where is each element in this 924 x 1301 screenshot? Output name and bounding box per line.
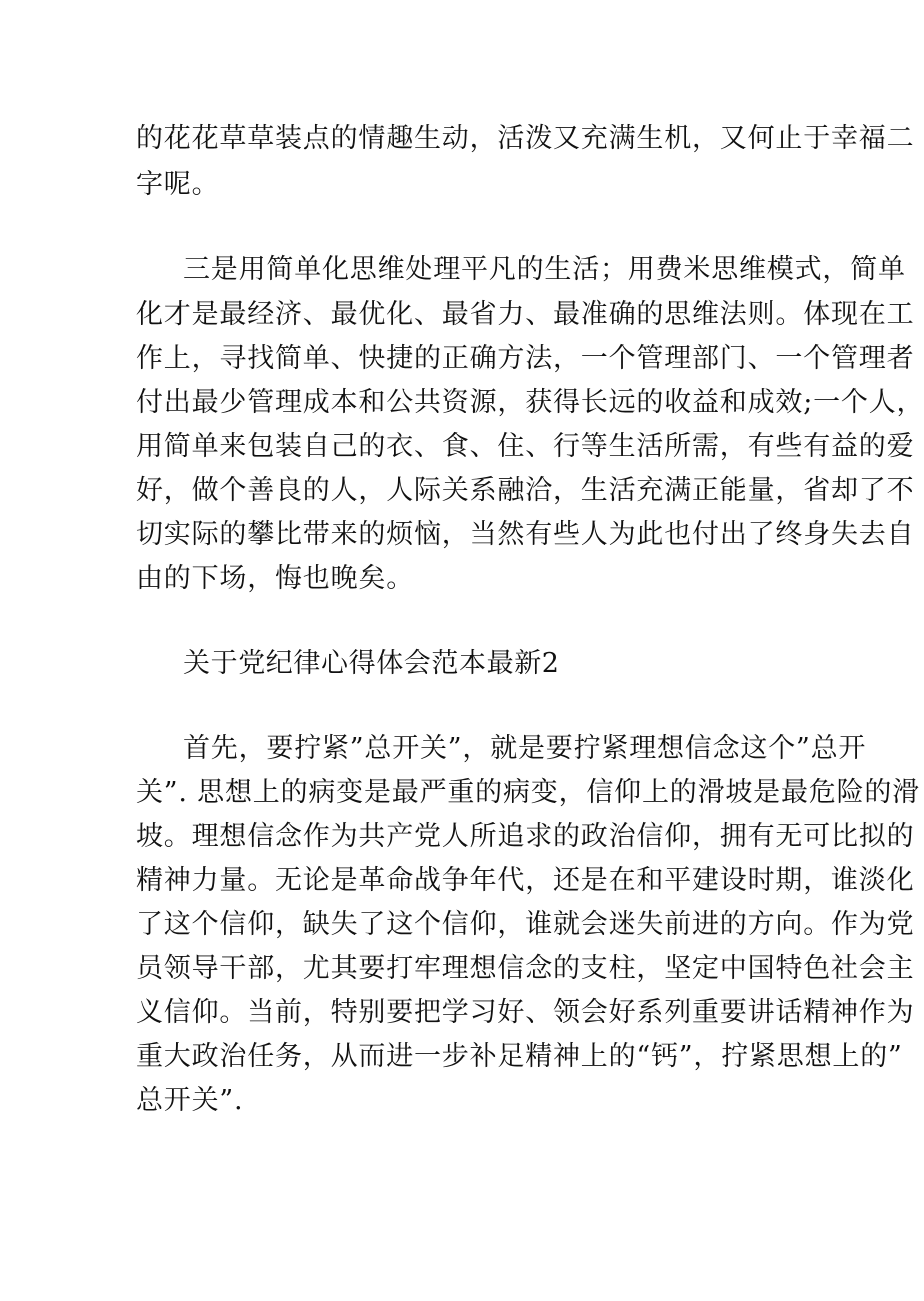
paragraph-3-line-4: 精神力量。无论是革命战争年代，还是在和平建设时期，谁淡化 — [136, 865, 915, 896]
paragraph-1-line-1: 的花花草草装点的情趣生动，活泼又充满生机，又何止于幸福二 — [136, 123, 915, 154]
paragraph-3-line-9: 总开关”. — [136, 1085, 244, 1116]
paragraph-3-line-2: 关”. 思想上的病变是最严重的病变，信仰上的滑坡是最危险的滑 — [136, 777, 920, 808]
paragraph-3-line-5: 了这个信仰，缺失了这个信仰，谁就会迷失前进的方向。作为党 — [136, 909, 915, 940]
section-heading: 关于党纪律心得体会范本最新2 — [183, 648, 560, 679]
paragraph-2-line-6: 好，做个善良的人，人际关系融洽，生活充满正能量，省却了不 — [136, 475, 915, 506]
paragraph-2-line-4: 付出最少管理成本和公共资源，获得长远的收益和成效;一个人， — [136, 387, 924, 418]
paragraph-2-line-8: 由的下场，悔也晚矣。 — [136, 563, 414, 594]
paragraph-2-line-5: 用简单来包装自己的衣、食、住、行等生活所需，有些有益的爱 — [136, 431, 915, 462]
paragraph-3-line-6: 员领导干部，尤其要打牢理想信念的支柱，坚定中国特色社会主 — [136, 953, 915, 984]
paragraph-2-line-2: 化才是最经济、最优化、最省力、最准确的思维法则。体现在工 — [136, 299, 915, 330]
paragraph-3-line-3: 坡。理想信念作为共产党人所追求的政治信仰，拥有无可比拟的 — [136, 821, 915, 852]
paragraph-2-line-7: 切实际的攀比带来的烦恼，当然有些人为此也付出了终身失去自 — [136, 519, 915, 550]
paragraph-3-line-8: 重大政治任务，从而进一步补足精神上的“钙”，拧紧思想上的” — [136, 1041, 903, 1072]
paragraph-1-line-2: 字呢。 — [136, 169, 220, 200]
paragraph-3-line-1: 首先，要拧紧”总开关”，就是要拧紧理想信念这个”总开 — [183, 733, 867, 764]
paragraph-2-line-1: 三是用简单化思维处理平凡的生活；用费米思维模式，简单 — [183, 254, 906, 285]
paragraph-3-line-7: 义信仰。当前，特别要把学习好、领会好系列重要讲话精神作为 — [136, 997, 915, 1028]
paragraph-2-line-3: 作上，寻找简单、快捷的正确方法，一个管理部门、一个管理者 — [136, 343, 915, 374]
